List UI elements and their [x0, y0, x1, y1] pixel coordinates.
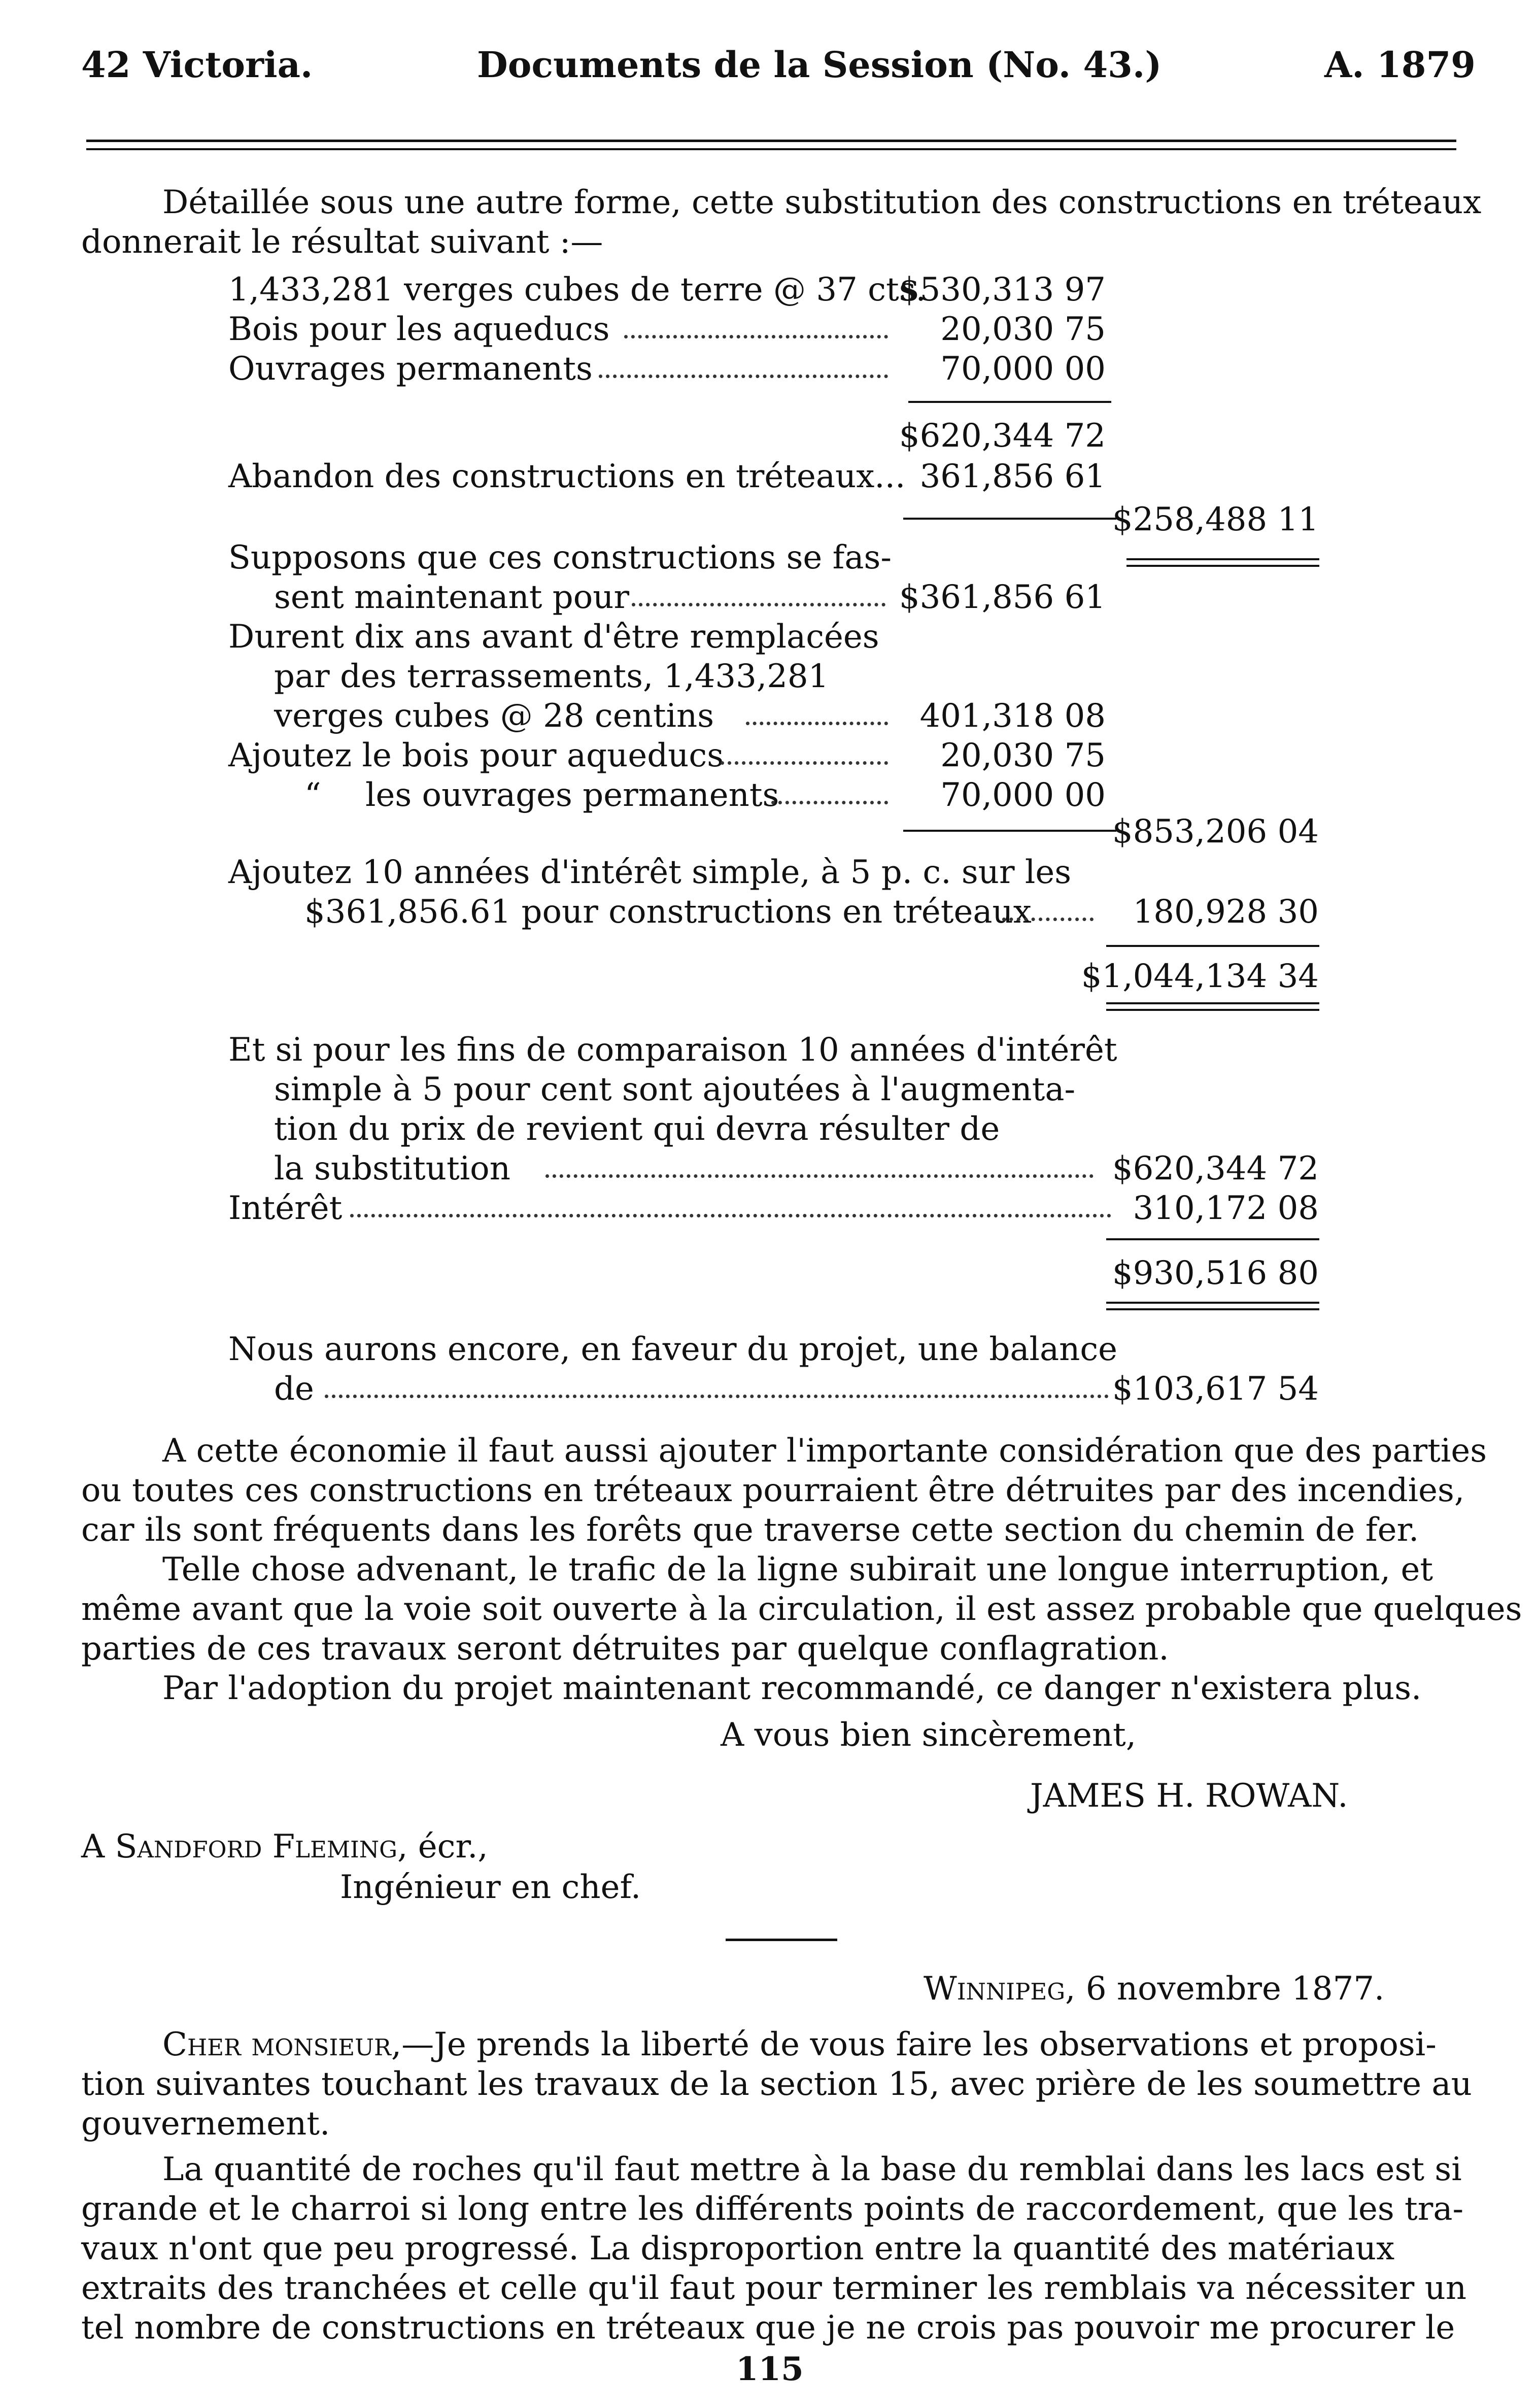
paragraph-2-first: Telle chose advenant, le trafic de la ligne subirait une longue interruption, et: [162, 1551, 1433, 1588]
supposons-line-1: Supposons que ces constructions se fas-: [228, 539, 892, 576]
intro-line-1: Détaillée sous une autre forme, cette substitution des constructions en tréteaux: [162, 184, 1482, 221]
total-4: $930,516 80: [1112, 1254, 1319, 1292]
sum-rule: [1106, 1238, 1319, 1240]
total-2: $853,206 04: [1112, 813, 1319, 851]
leader-dots: [545, 1174, 1094, 1178]
leader-dots: [721, 761, 888, 765]
table1-label-ouvrages: Ouvrages permanents: [228, 350, 593, 388]
leader-dots: [746, 722, 888, 725]
ouvrages-value: 70,000 00: [940, 776, 1106, 814]
salutation: Cher monsieur: [162, 2026, 391, 2063]
table1-label-terre: 1,433,281 verges cubes de terre @ 37 cts.: [228, 271, 926, 309]
total-3: $1,044,134 34: [1081, 958, 1319, 995]
durent-line-1: Durent dix ans avant d'être remplacées: [228, 618, 879, 656]
sum-rule: [1106, 945, 1319, 947]
table1-value-ouvrages: 70,000 00: [940, 350, 1106, 388]
durent-line-2: par des terrassements, 1,433,281: [274, 658, 829, 695]
double-rule: [1106, 1002, 1319, 1011]
section-divider: [726, 1939, 837, 1941]
double-rule: [1106, 1302, 1319, 1310]
paragraph-1-line-2: ou toutes ces constructions en tréteaux pourraient être détruites par des incendies,: [81, 1472, 1465, 1509]
header-rule-bottom: [86, 148, 1456, 150]
header-rule-top: [86, 140, 1456, 142]
durent-value: 401,318 08: [919, 697, 1106, 735]
comparaison-line-1: Et si pour les fins de comparaison 10 années d'intérêt: [228, 1031, 1117, 1069]
ouvrages-label: les ouvrages permanents: [365, 776, 779, 814]
ditto-mark: “: [304, 776, 321, 814]
comparaison-line-2: simple à 5 pour cent sont ajoutées à l'augmenta-: [274, 1071, 1076, 1108]
header-session-left: 42 Victoria.: [81, 44, 313, 86]
letter2-p1-line-2: tion suivantes touchant les travaux de la section 15, avec prière de les soumettre au: [81, 2065, 1472, 2103]
dateline-date: , 6 novembre 1877.: [1065, 1970, 1385, 2008]
balance-value: $103,617 54: [1112, 1370, 1319, 1408]
interet-label: Intérêt: [228, 1190, 343, 1227]
supposons-value: $361,856 61: [899, 579, 1106, 616]
closing: A vous bien sincèrement,: [721, 1716, 1137, 1754]
interet-simple-value: 180,928 30: [1133, 893, 1319, 931]
leader-dots: [632, 603, 885, 606]
leader-dots: [1002, 918, 1094, 921]
addressee-name: Sandford Fleming: [115, 1828, 398, 1866]
paragraph-3: Par l'adoption du projet maintenant recommandé, ce danger n'existera plus.: [162, 1670, 1422, 1707]
dateline: [924, 1969, 1384, 2009]
addressee-line-1: [81, 1827, 488, 1867]
balance-line-1: Nous aurons encore, en faveur du projet, une balance: [228, 1331, 1118, 1368]
paragraph-2-line-3: parties de ces travaux seront détruites par quelque conflagration.: [81, 1630, 1169, 1668]
letter2-p2-line-5: tel nombre de constructions en tréteaux que je ne crois pas pouvoir me procurer le: [81, 2309, 1455, 2347]
comparaison-line-4: la substitution: [274, 1150, 510, 1188]
interet-simple-line-1: Ajoutez 10 années d'intérêt simple, à 5 p. c. sur les: [228, 854, 1072, 891]
header-title: Documents de la Session (No. 43.): [477, 44, 1162, 86]
paragraph-1-line-3: car ils sont fréquents dans les forêts que traverse cette section du chemin de fer.: [81, 1511, 1419, 1549]
abandon-result: $258,488 11: [1112, 501, 1319, 538]
paragraph-1-first: A cette économie il faut aussi ajouter l'importante considération que des parties: [162, 1432, 1487, 1470]
abandon-value: 361,856 61: [919, 458, 1106, 495]
letter2-p2-first: La quantité de roches qu'il faut mettre à la base du remblai dans les lacs est si: [162, 2151, 1462, 2188]
addressee-suffix: , écr.,: [397, 1828, 488, 1866]
subtotal-1: $620,344 72: [899, 417, 1106, 455]
sum-rule: [903, 518, 1116, 520]
table1-value-bois: 20,030 75: [940, 311, 1106, 348]
letter2-p1-line-3: gouvernement.: [81, 2105, 330, 2143]
signature: JAMES H. ROWAN.: [1030, 1777, 1348, 1815]
abandon-label: Abandon des constructions en tréteaux...: [228, 458, 906, 495]
balance-line-2: de: [274, 1370, 314, 1408]
comparaison-line-3: tion du prix de revient qui devra résulter de: [274, 1110, 1000, 1148]
letter2-line-1: [162, 2025, 1437, 2064]
table1-value-terre: $530,313 97: [899, 271, 1106, 309]
supposons-line-2: sent maintenant pour: [274, 579, 630, 616]
addressee-title: Ingénieur en chef.: [340, 1869, 641, 1906]
addressee-prefix: A: [81, 1828, 115, 1866]
letter2-p2-line-3: vaux n'ont que peu progressé. La disproportion entre la quantité des matériaux: [81, 2230, 1395, 2267]
header-year: A. 1879: [1324, 44, 1476, 86]
letter2-p2-line-2: grande et le charroi si long entre les différents points de raccordement, que les tra-: [81, 2190, 1464, 2228]
ajoutez-bois-value: 20,030 75: [940, 737, 1106, 774]
sum-rule: [903, 830, 1116, 832]
page-number: 115: [736, 2350, 804, 2388]
leader-dots: [599, 375, 888, 378]
interet-simple-line-2: $361,856.61 pour constructions en tréteaux: [304, 893, 1032, 931]
interet-value: 310,172 08: [1133, 1190, 1319, 1227]
sum-rule: [908, 401, 1111, 403]
table1-label-bois: Bois pour les aqueducs: [228, 311, 610, 348]
paragraph-2-line-2: même avant que la voie soit ouverte à la circulation, il est assez probable que quelques: [81, 1590, 1522, 1628]
double-rule: [1126, 558, 1319, 567]
letter2-p2-line-4: extraits des tranchées et celle qu'il faut pour terminer les remblais va nécessiter un: [81, 2269, 1467, 2307]
leader-dots: [350, 1214, 1111, 1217]
dateline-city: Winnipeg: [924, 1970, 1066, 2008]
leader-dots: [325, 1395, 1109, 1398]
ajoutez-bois-label: Ajoutez le bois pour aqueducs: [228, 737, 724, 774]
comparaison-value: $620,344 72: [1112, 1150, 1319, 1188]
leader-dots: [624, 335, 888, 338]
durent-line-3: verges cubes @ 28 centins: [274, 697, 714, 735]
intro-line-2: donnerait le résultat suivant :—: [81, 223, 603, 261]
letter2-p1-first: ,—Je prends la liberté de vous faire les observations et proposi-: [391, 2026, 1437, 2063]
leader-dots: [771, 801, 888, 804]
